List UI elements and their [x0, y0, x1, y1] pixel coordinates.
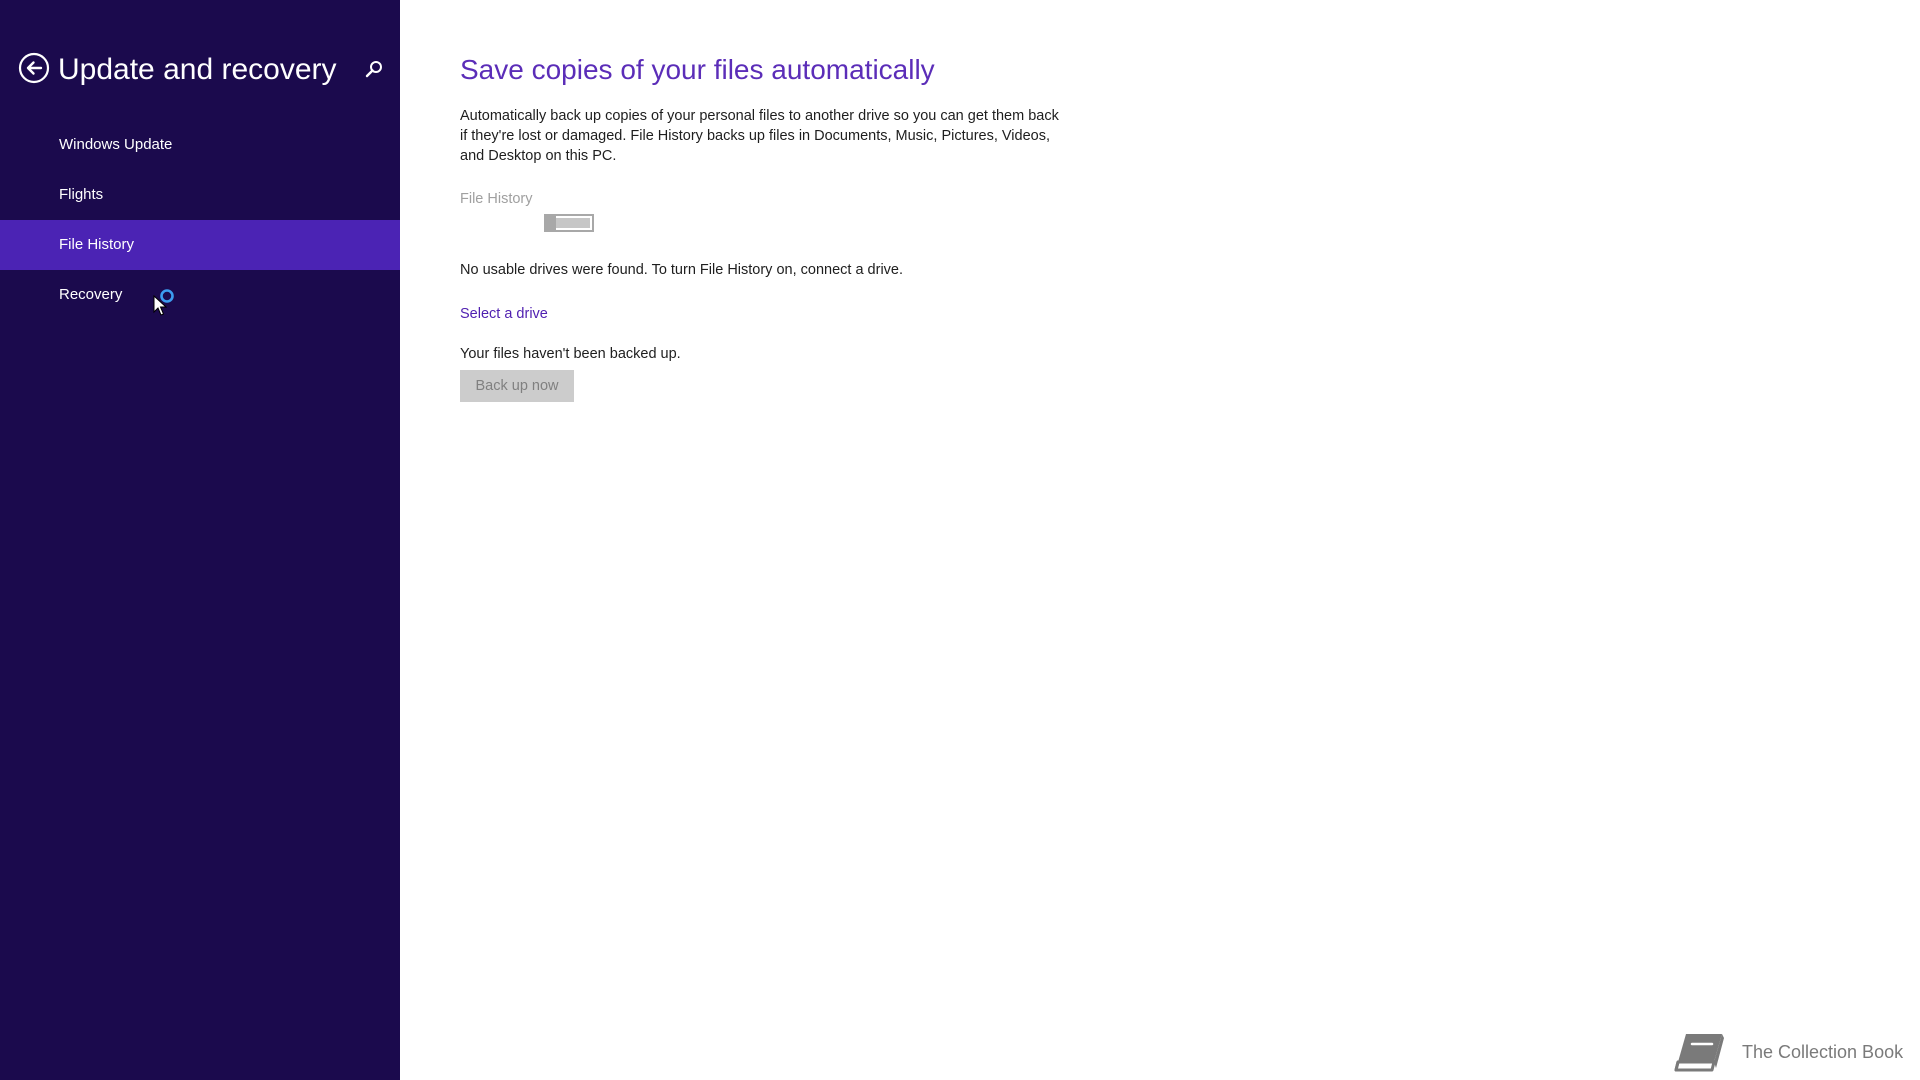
sidebar: [0, 0, 400, 1080]
toggle-thumb: [546, 214, 556, 232]
sidebar-item-label: File History: [59, 236, 135, 253]
sidebar-title: Update and recovery: [58, 53, 337, 86]
watermark-text: The Collection Book: [1742, 1042, 1904, 1062]
sidebar-item-file-history[interactable]: [0, 220, 400, 270]
back-arrow-icon: [18, 52, 50, 84]
mouse-pointer-icon: [153, 295, 167, 317]
back-button[interactable]: [18, 52, 50, 84]
search-icon: [362, 58, 386, 82]
sidebar-item-windows-update[interactable]: [0, 120, 400, 170]
file-history-toggle[interactable]: [544, 214, 594, 232]
select-drive-link[interactable]: Select a drive: [460, 306, 548, 322]
backup-status-text: Your files haven't been backed up.: [460, 346, 681, 362]
sidebar-item-label: Windows Update: [59, 136, 173, 153]
file-history-toggle-label: File History: [460, 191, 533, 207]
search-button[interactable]: [362, 58, 386, 82]
page-title: Save copies of your files automatically: [460, 54, 935, 85]
watermark: [1672, 1028, 1912, 1076]
sidebar-item-label: Flights: [59, 186, 104, 203]
description-text: Automatically back up copies of your personal files to another drive so you can get them back if they're lost or damaged. File History backs up files in Documents, Music, Pictures, Videos, and Desktop on this PC.: [460, 108, 1059, 164]
sidebar-item-recovery[interactable]: [0, 270, 400, 320]
book-icon: [1672, 1028, 1728, 1076]
sidebar-header: [18, 50, 388, 92]
sidebar-item-flights[interactable]: [0, 170, 400, 220]
sidebar-nav: [0, 120, 400, 320]
sidebar-item-label: Recovery: [59, 286, 123, 303]
back-up-now-button[interactable]: Back up now: [460, 370, 574, 402]
drive-status-text: No usable drives were found. To turn File History on, connect a drive.: [460, 262, 904, 278]
main-content: [400, 0, 1920, 1080]
